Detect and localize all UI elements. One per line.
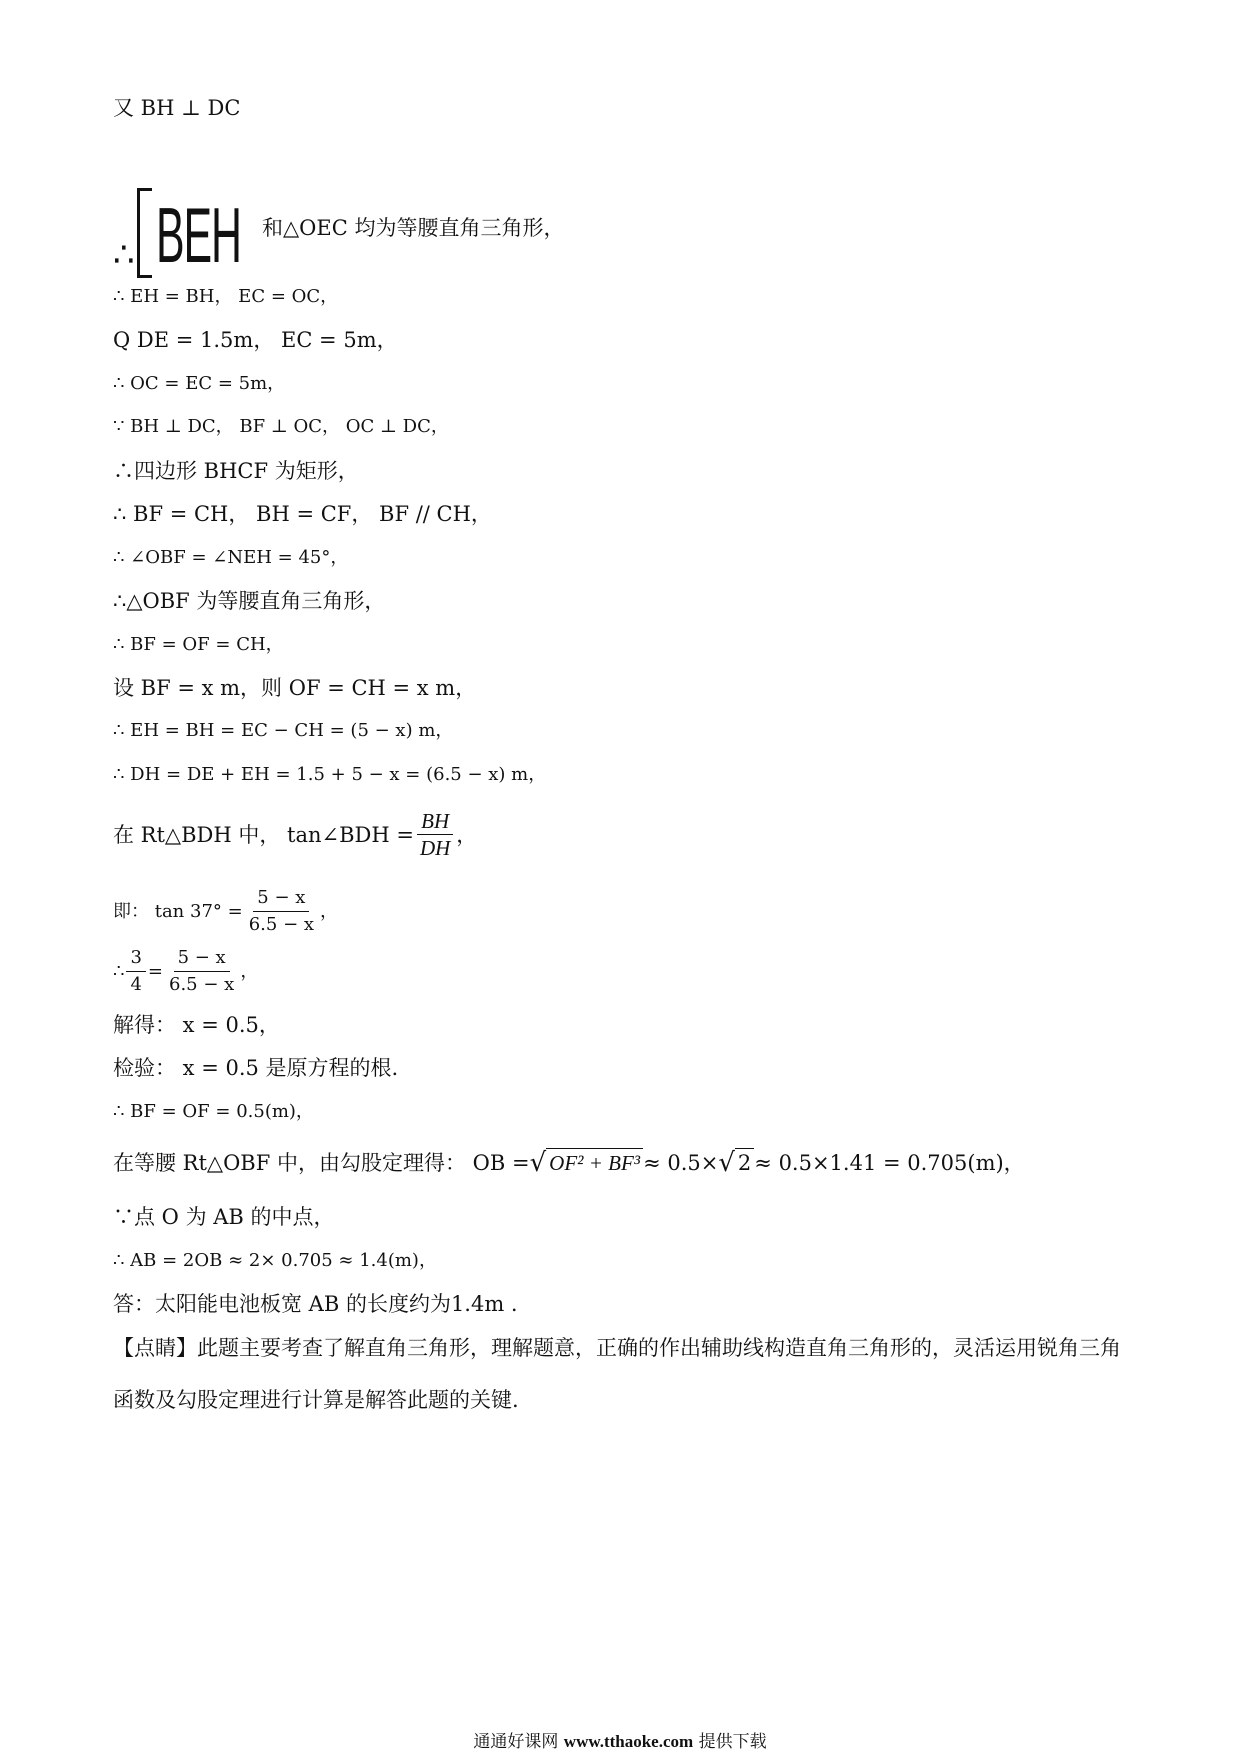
tan37-suffix: ， xyxy=(320,900,339,922)
sqrt-radicand-two: 2 xyxy=(735,1148,754,1177)
fraction-three-four xyxy=(126,945,145,998)
tan-bdh-suffix: ， xyxy=(456,822,478,847)
pythagoras-suffix: ≈ 0.5×1.41 = 0.705(m)， xyxy=(754,1150,1025,1175)
line-perpendiculars: ∵ BH ⊥ DC， BF ⊥ OC， OC ⊥ DC， xyxy=(113,416,449,437)
fraction-tan37 xyxy=(245,885,318,938)
line-de-ec-values: Q DE = 1.5m， EC = 5m， xyxy=(113,328,398,352)
line-triangle-obf: ∴△OBF 为等腰直角三角形， xyxy=(113,589,386,613)
pythagoras-prefix: 在等腰 Rt△OBF 中，由勾股定理得： OB = xyxy=(113,1150,530,1175)
sqrt-icon: √ xyxy=(718,1147,735,1178)
line-oc-eq-ec: ∴ OC = EC = 5m， xyxy=(113,373,286,394)
large-beh-artifact xyxy=(113,182,266,278)
bracket-glyph xyxy=(137,188,152,278)
line-tan37 xyxy=(113,885,338,938)
line-midpoint: ∵点 O 为 AB 的中点， xyxy=(113,1205,335,1229)
large-beh-text: BEH xyxy=(155,191,241,279)
equals-sign: = xyxy=(147,960,163,982)
fraction-bh-dh xyxy=(416,808,454,861)
fraction-denominator: DH xyxy=(419,836,451,860)
sqrt-radicand: OF² + BF³ xyxy=(546,1148,643,1177)
line-eh-expression: ∴ EH = BH = EC − CH = (5 − x) m， xyxy=(113,720,454,741)
therefore-prefix: ∴ xyxy=(113,960,125,982)
fraction-denominator: 6.5 − x xyxy=(248,914,315,935)
comment-paragraph: 【点睛】此题主要考查了解直角三角形，理解题意，正确的作出辅助线构造直角三角形的，灵活运用锐角三角函数及勾股定理进行计算是解答此题的关键. xyxy=(113,1336,1121,1412)
line-solve-x: 解得： x = 0.5， xyxy=(113,1013,280,1037)
sqrt-icon: √ xyxy=(529,1147,547,1178)
tan-bdh-prefix: 在 Rt△BDH 中， tan∠BDH = xyxy=(113,822,414,847)
line-tan-bdh xyxy=(113,808,477,861)
fraction-numerator: 5 − x xyxy=(253,885,309,912)
line-eh-eq-bh: ∴ EH = BH， EC = OC， xyxy=(113,286,339,307)
fraction-denominator: 4 xyxy=(130,974,142,995)
fraction-numerator: 3 xyxy=(126,945,145,972)
footer-suffix: 提供下载 xyxy=(698,1732,767,1752)
line-bh-perp-dc: 又 BH ⊥ DC xyxy=(113,96,241,120)
line-three-quarters xyxy=(113,945,258,998)
line-bf-of-ch: ∴ BF = OF = CH， xyxy=(113,634,284,655)
line-rectangle-bhcf: ∴四边形 BHCF 为矩形， xyxy=(113,459,359,483)
fraction-five-minus-x xyxy=(165,945,238,998)
footer-url-link[interactable]: www.tthaoke.com xyxy=(563,1732,694,1751)
line-set-bf-x: 设 BF = x m，则 OF = CH = x m， xyxy=(113,676,477,700)
pythagoras-middle: ≈ 0.5× xyxy=(643,1150,719,1175)
line-pythagoras xyxy=(113,1148,1025,1177)
fraction-numerator: 5 − x xyxy=(174,945,230,972)
line-bf-eq-ch: ∴ BF = CH， BH = CF， BF // CH， xyxy=(113,502,492,526)
tan37-prefix: 即： tan 37° = xyxy=(113,900,243,922)
line-isosceles-triangles: 和△OEC 均为等腰直角三角形， xyxy=(262,216,565,240)
line-dh-expression: ∴ DH = DE + EH = 1.5 + 5 − x = (6.5 − x) m， xyxy=(113,764,547,785)
three-quarters-suffix: ， xyxy=(240,960,259,982)
line-check-root: 检验： x = 0.5 是原方程的根. xyxy=(113,1056,399,1080)
therefore-icon: ∴ xyxy=(113,235,135,275)
page-footer xyxy=(0,1727,1240,1752)
fraction-numerator: BH xyxy=(417,808,453,835)
line-answer: 答：太阳能电池板宽 AB 的长度约为1.4m . xyxy=(113,1292,518,1316)
line-ab-value: ∴ AB = 2OB ≈ 2× 0.705 ≈ 1.4(m)， xyxy=(113,1250,437,1271)
footer-prefix: 通通好课网 xyxy=(473,1732,559,1752)
fraction-denominator: 6.5 − x xyxy=(169,974,235,995)
line-angle-45: ∴ ∠OBF = ∠NEH = 45°， xyxy=(113,547,349,568)
line-bf-value: ∴ BF = OF = 0.5(m)， xyxy=(113,1101,314,1122)
